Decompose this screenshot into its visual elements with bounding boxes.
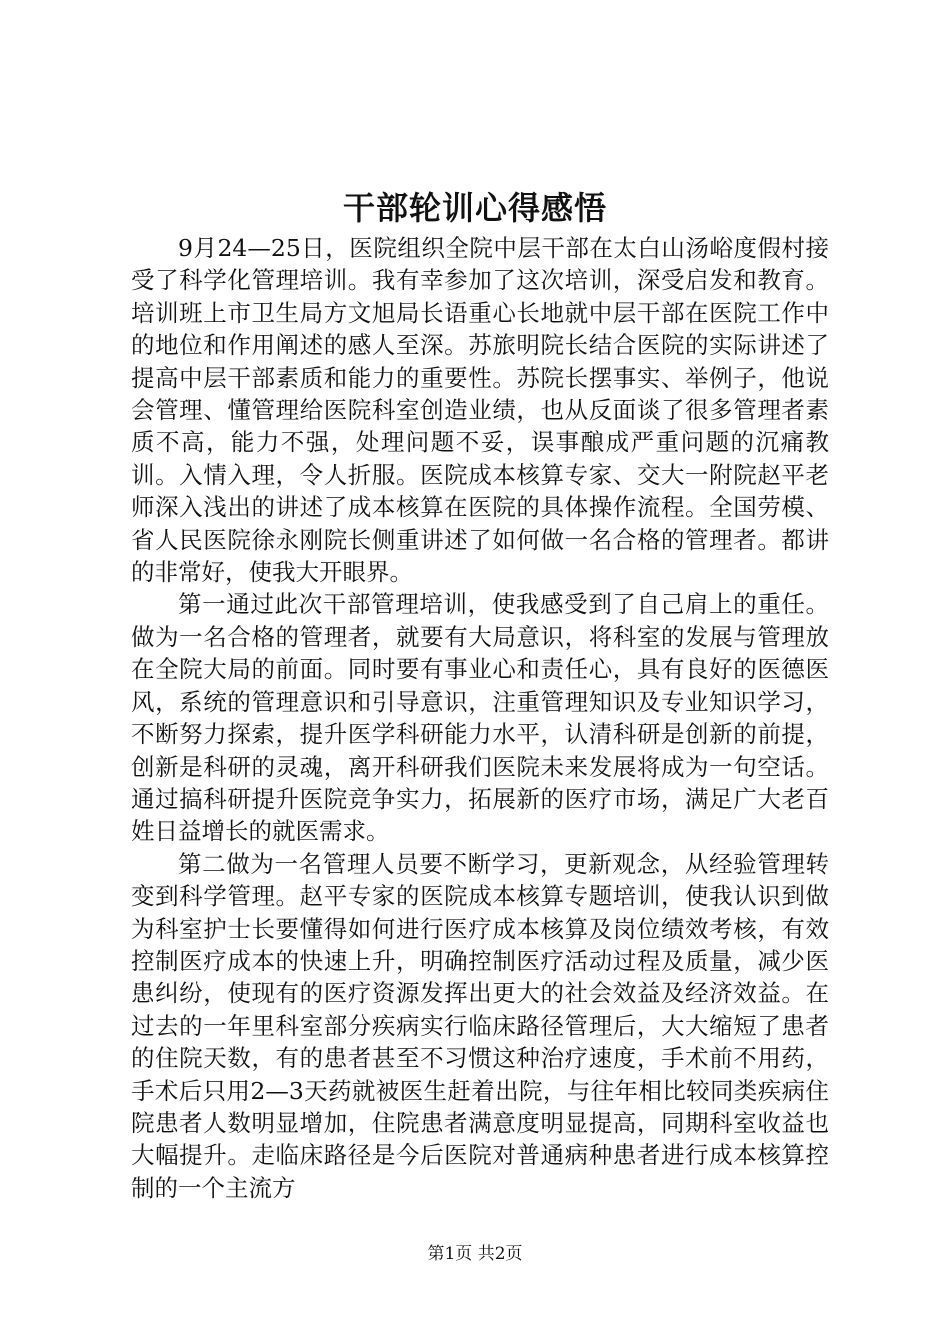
paragraph-3: 第二做为一名管理人员要不断学习，更新观念，从经验管理转变到科学管理。赵平专家的医院成本核算专题培训，使我认识到做为科室护士长要懂得如何进行医疗成本核算及岗位绩效考核，有效控制医疗成本的快速上升，明确控制医疗活动过程及质量，减少医患纠纷，使现有的医疗资源发挥出更大的社会效益及经济效益。在过去的一年里科室部分疾病实行临床路径管理后，大大缩短了患者的住院天数，有的患者甚至不习惯这种治疗速度，手术前不用药，手术后只用2—3天药就被医生赶着出院，与往年相比较同类疾病住院患者人数明显增加，住院患者满意度明显提高，同期科室收益也大幅提升。走临床路径是今后医院对普通病种患者进行成本核算控制的一个主流方	[131, 849, 829, 1202]
document-body	[131, 232, 829, 1204]
page-footer: 第1页 共2页	[427, 1244, 523, 1264]
paragraph-1: 9月24—25日，医院组织全院中层干部在太白山汤峪度假村接受了科学化管理培训。我有幸参加了这次培训，深受启发和教育。培训班上市卫生局方文旭局长语重心长地就中层干部在医院工作中的地位和作用阐述的感人至深。苏旅明院长结合医院的实际讲述了提高中层干部素质和能力的重要性。苏院长摆事实、举例子，他说会管理、懂管理给医院科室创造业绩，也从反面谈了很多管理者素质不高，能力不强，处理问题不妥，误事酿成严重问题的沉痛教训。入情入理，令人折服。医院成本核算专家、交大一附院赵平老师深入浅出的讲述了成本核算在医院的具体操作流程。全国劳模、省人民医院徐永刚院长侧重讲述了如何做一名合格的管理者。都讲的非常好，使我大开眼界。	[131, 234, 829, 587]
paragraph-2: 第一通过此次干部管理培训，使我感受到了自己肩上的重任。做为一名合格的管理者，就要有大局意识，将科室的发展与管理放在全院大局的前面。同时要有事业心和责任心，具有良好的医德医风，系统的管理意识和引导意识，注重管理知识及专业知识学习，不断努力探索，提升医学科研能力水平，认清科研是创新的前提，创新是科研的灵魂，离开科研我们医院未来发展将成为一句空话。通过搞科研提升医院竞争实力，拓展新的医疗市场，满足广大老百姓日益增长的就医需求。	[131, 590, 829, 846]
document-title: 干部轮训心得感悟	[342, 189, 607, 227]
